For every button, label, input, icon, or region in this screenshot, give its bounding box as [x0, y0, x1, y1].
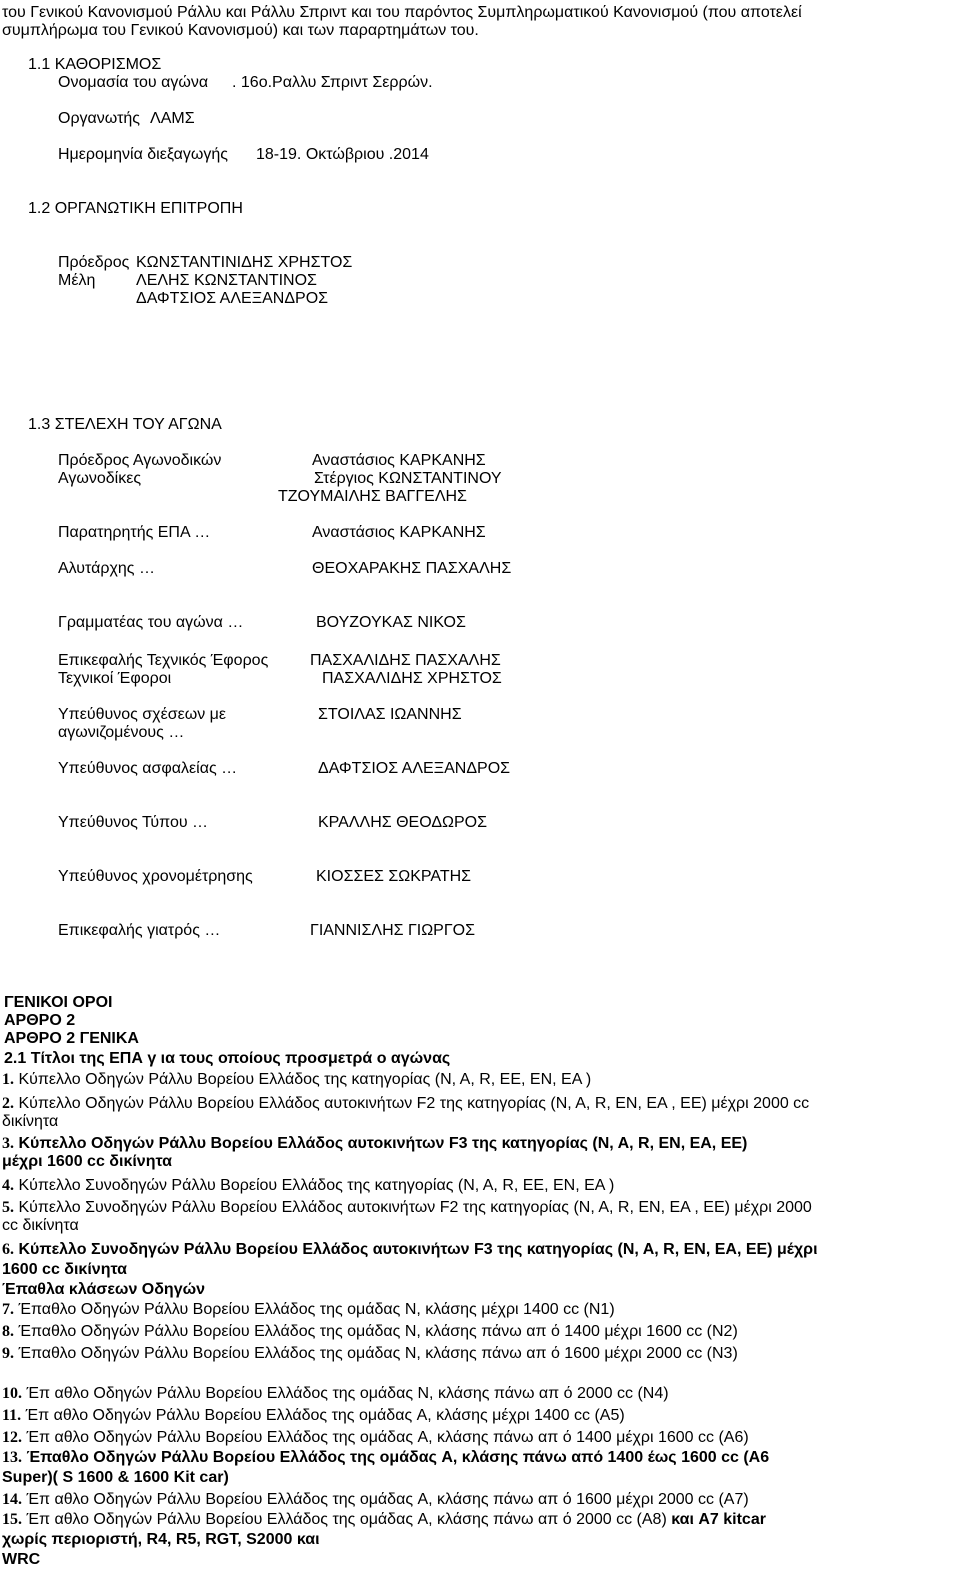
- article-2-heading: ΑΡΘΡΟ 2: [4, 1012, 76, 1029]
- committee-member-1: ΛΕΛΗΣ ΚΩΝΣΤΑΝΤΙΝΟΣ: [136, 272, 317, 289]
- official-value: ΤΖΟΥΜΑΙΛΗΣ ΒΑΓΓΕΛΗΣ: [278, 488, 467, 505]
- general-terms-heading: ΓΕΝΙΚΟΙ ΟΡΟΙ: [4, 994, 113, 1011]
- awards-heading: Έπαθλα κλάσεων Οδηγών: [2, 1281, 206, 1298]
- list-item: 11. Έπ αθλο Οδηγών Ράλλυ Βορείου Ελλάδος της ομάδας A, κλάσης μέχρι 1400 cc (A5): [2, 1407, 625, 1424]
- list-item: 8. Έπαθλο Οδηγών Ράλλυ Βορείου Ελλάδος της ομάδας N, κλάσης πάνω απ ό 1400 μέχρι 1600 cc (N2): [2, 1323, 738, 1340]
- article-2-general-heading: ΑΡΘΡΟ 2 ΓΕΝΙΚΑ: [4, 1030, 139, 1047]
- official-value: ΣΤΟΙΛΑΣ ΙΩΑΝΝΗΣ: [318, 706, 462, 723]
- list-item: 5. Κύπελλο Συνοδηγών Ράλλυ Βορείου Ελλάδος αυτοκινήτων F2 της κατηγορίας (N, A, R, EN, EA , EE) μέχρι 2000: [2, 1199, 812, 1216]
- organizer-value: ΛΑΜΣ: [150, 110, 195, 127]
- official-value: ΠΑΣΧΑΛΙΔΗΣ ΠΑΣΧΑΛΗΣ: [310, 652, 501, 669]
- list-item: 13. Έπαθλο Οδηγών Ράλλυ Βορείου Ελλάδος της ομάδας A, κλάσης πάνω από 1400 έως 1600 cc (A6: [2, 1449, 770, 1466]
- committee-members-label: Μέλη: [58, 272, 96, 289]
- list-item: 14. Έπ αθλο Οδηγών Ράλλυ Βορείου Ελλάδος της ομάδας A, κλάσης πάνω απ ό 1600 μέχρι 2000 cc (A7): [2, 1491, 749, 1508]
- list-item: 9. Έπαθλο Οδηγών Ράλλυ Βορείου Ελλάδος της ομάδας N, κλάσης πάνω απ ό 1600 μέχρι 2000 cc (N3): [2, 1345, 738, 1362]
- official-value: ΚΡΑΛΛΗΣ ΘΕΟΔΩΡΟΣ: [318, 814, 487, 831]
- list-item: 7. Έπαθλο Οδηγών Ράλλυ Βορείου Ελλάδος της ομάδας N, κλάσης μέχρι 1400 cc (N1): [2, 1301, 615, 1318]
- official-label: Πρόεδρος Αγωνοδικών: [58, 452, 222, 469]
- official-value: Στέργιος ΚΩΝΣΤΑΝΤΙΝΟΥ: [314, 470, 502, 487]
- intro-line-1: του Γενικού Κανονισμού Ράλλυ και Ράλλυ Σπριντ και του παρόντος Συμπληρωματικού Κανονισμού (που αποτελεί: [2, 4, 802, 21]
- date-value: 18-19. Οκτώβριου .2014: [256, 146, 429, 163]
- official-label: Υπεύθυνος ασφαλείας …: [58, 760, 238, 777]
- official-label: Αλυτάρχης …: [58, 560, 155, 577]
- list-item: 15. Έπ αθλο Οδηγών Ράλλυ Βορείου Ελλάδος της ομάδας A, κλάσης πάνω απ ό 2000 cc (A8) και A7 kitcar: [2, 1511, 766, 1528]
- list-item-continuation: 1600 cc δικίνητα: [2, 1261, 127, 1278]
- organizer-label: Οργανωτής: [58, 110, 140, 127]
- list-item-continuation: WRC: [2, 1551, 41, 1568]
- official-value: ΘΕΟΧΑΡΑΚΗΣ ΠΑΣΧΑΛΗΣ: [312, 560, 512, 577]
- list-item: 1. Κύπελλο Οδηγών Ράλλυ Βορείου Ελλάδος της κατηγορίας (N, A, R, EE, EN, EA ): [2, 1071, 592, 1088]
- official-label: αγωνιζομένους …: [58, 724, 185, 741]
- list-item: 12. Έπ αθλο Οδηγών Ράλλυ Βορείου Ελλάδος της ομάδας A, κλάσης πάνω απ ό 1400 μέχρι 1600 cc (A6): [2, 1429, 749, 1446]
- date-label: Ημερομηνία διεξαγωγής: [58, 146, 228, 163]
- list-item-continuation: cc δικίνητα: [2, 1217, 79, 1234]
- official-value: ΔΑΦΤΣΙΟΣ ΑΛΕΞΑΝΔΡΟΣ: [318, 760, 511, 777]
- list-item: 3. Κύπελλο Οδηγών Ράλλυ Βορείου Ελλάδος αυτοκινήτων F3 της κατηγορίας (N, A, R, EN, EA, EE): [2, 1135, 748, 1152]
- race-name-label: Ονομασία του αγώνα: [58, 74, 209, 91]
- list-item-continuation: χωρίς περιοριστή, R4, R5, RGT, S2000 και: [2, 1531, 320, 1548]
- section-1-3-heading: 1.3 ΣΤΕΛΕΧΗ ΤΟΥ ΑΓΩΝΑ: [28, 416, 222, 433]
- section-1-2-heading: 1.2 ΟΡΓΑΝΩΤΙΚΗ ΕΠΙΤΡΟΠΗ: [28, 200, 243, 217]
- list-item: 10. Έπ αθλο Οδηγών Ράλλυ Βορείου Ελλάδος της ομάδας N, κλάσης πάνω απ ό 2000 cc (N4): [2, 1385, 669, 1402]
- list-item: 6. Κύπελλο Συνοδηγών Ράλλυ Βορείου Ελλάδος αυτοκινήτων F3 της κατηγορίας (N, A, R, EN, EA, EE) μέχρι: [2, 1241, 818, 1258]
- official-label: Υπεύθυνος χρονομέτρησης: [58, 868, 253, 885]
- official-value: ΓΙΑΝΝΙΣΛΗΣ ΓΙΩΡΓΟΣ: [310, 922, 475, 939]
- list-item: 2. Κύπελλο Οδηγών Ράλλυ Βορείου Ελλάδος αυτοκινήτων F2 της κατηγορίας (N, A, R, EN, EA , EE) μέχρι 2000 cc: [2, 1095, 810, 1112]
- official-label: Παρατηρητής ΕΠΑ …: [58, 524, 211, 541]
- list-item-continuation: δικίνητα: [2, 1113, 59, 1130]
- official-label: Γραμματέας του αγώνα …: [58, 614, 244, 631]
- official-value: ΚΙΟΣΣΕΣ ΣΩΚΡΑΤΗΣ: [316, 868, 472, 885]
- official-value: Αναστάσιος ΚΑΡΚΑΝΗΣ: [312, 452, 486, 469]
- official-label: Τεχνικοί Έφοροι: [58, 670, 172, 687]
- official-label: Υπεύθυνος Τύπου …: [58, 814, 209, 831]
- intro-line-2: συμπλήρωμα του Γενικού Κανονισμού) και των παραρτημάτων του.: [2, 22, 479, 39]
- official-label: Επικεφαλής γιατρός …: [58, 922, 221, 939]
- official-value: Αναστάσιος ΚΑΡΚΑΝΗΣ: [312, 524, 486, 541]
- official-value: ΒΟΥΖΟΥΚΑΣ ΝΙΚΟΣ: [316, 614, 466, 631]
- official-label: Επικεφαλής Τεχνικός Έφορος: [58, 652, 269, 669]
- race-name-value: . 16ο.Ραλλυ Σπριντ Σερρών.: [232, 74, 433, 91]
- committee-member-2: ΔΑΦΤΣΙΟΣ ΑΛΕΞΑΝΔΡΟΣ: [136, 290, 329, 307]
- committee-president-value: ΚΩΝΣΤΑΝΤΙΝΙΔΗΣ ΧΡΗΣΤΟΣ: [136, 254, 353, 271]
- official-value: ΠΑΣΧΑΛΙΔΗΣ ΧΡΗΣΤΟΣ: [322, 670, 502, 687]
- list-item-continuation: Super)( S 1600 & 1600 Kit car): [2, 1469, 229, 1486]
- official-label: Αγωνοδίκες: [58, 470, 142, 487]
- list-item: 4. Κύπελλο Συνοδηγών Ράλλυ Βορείου Ελλάδος της κατηγορίας (N, A, R, EE, EN, EA ): [2, 1177, 615, 1194]
- section-1-1-heading: 1.1 ΚΑΘΟΡΙΣΜΟΣ: [28, 56, 162, 73]
- list-item-continuation: μέχρι 1600 cc δικίνητα: [2, 1153, 173, 1170]
- committee-president-label: Πρόεδρος: [58, 254, 130, 271]
- official-label: Υπεύθυνος σχέσεων με: [58, 706, 226, 723]
- titles-heading: 2.1 Τίτλοι της ΕΠΑ γ ια τους οποίους προσμετρά ο αγώνας: [4, 1050, 451, 1067]
